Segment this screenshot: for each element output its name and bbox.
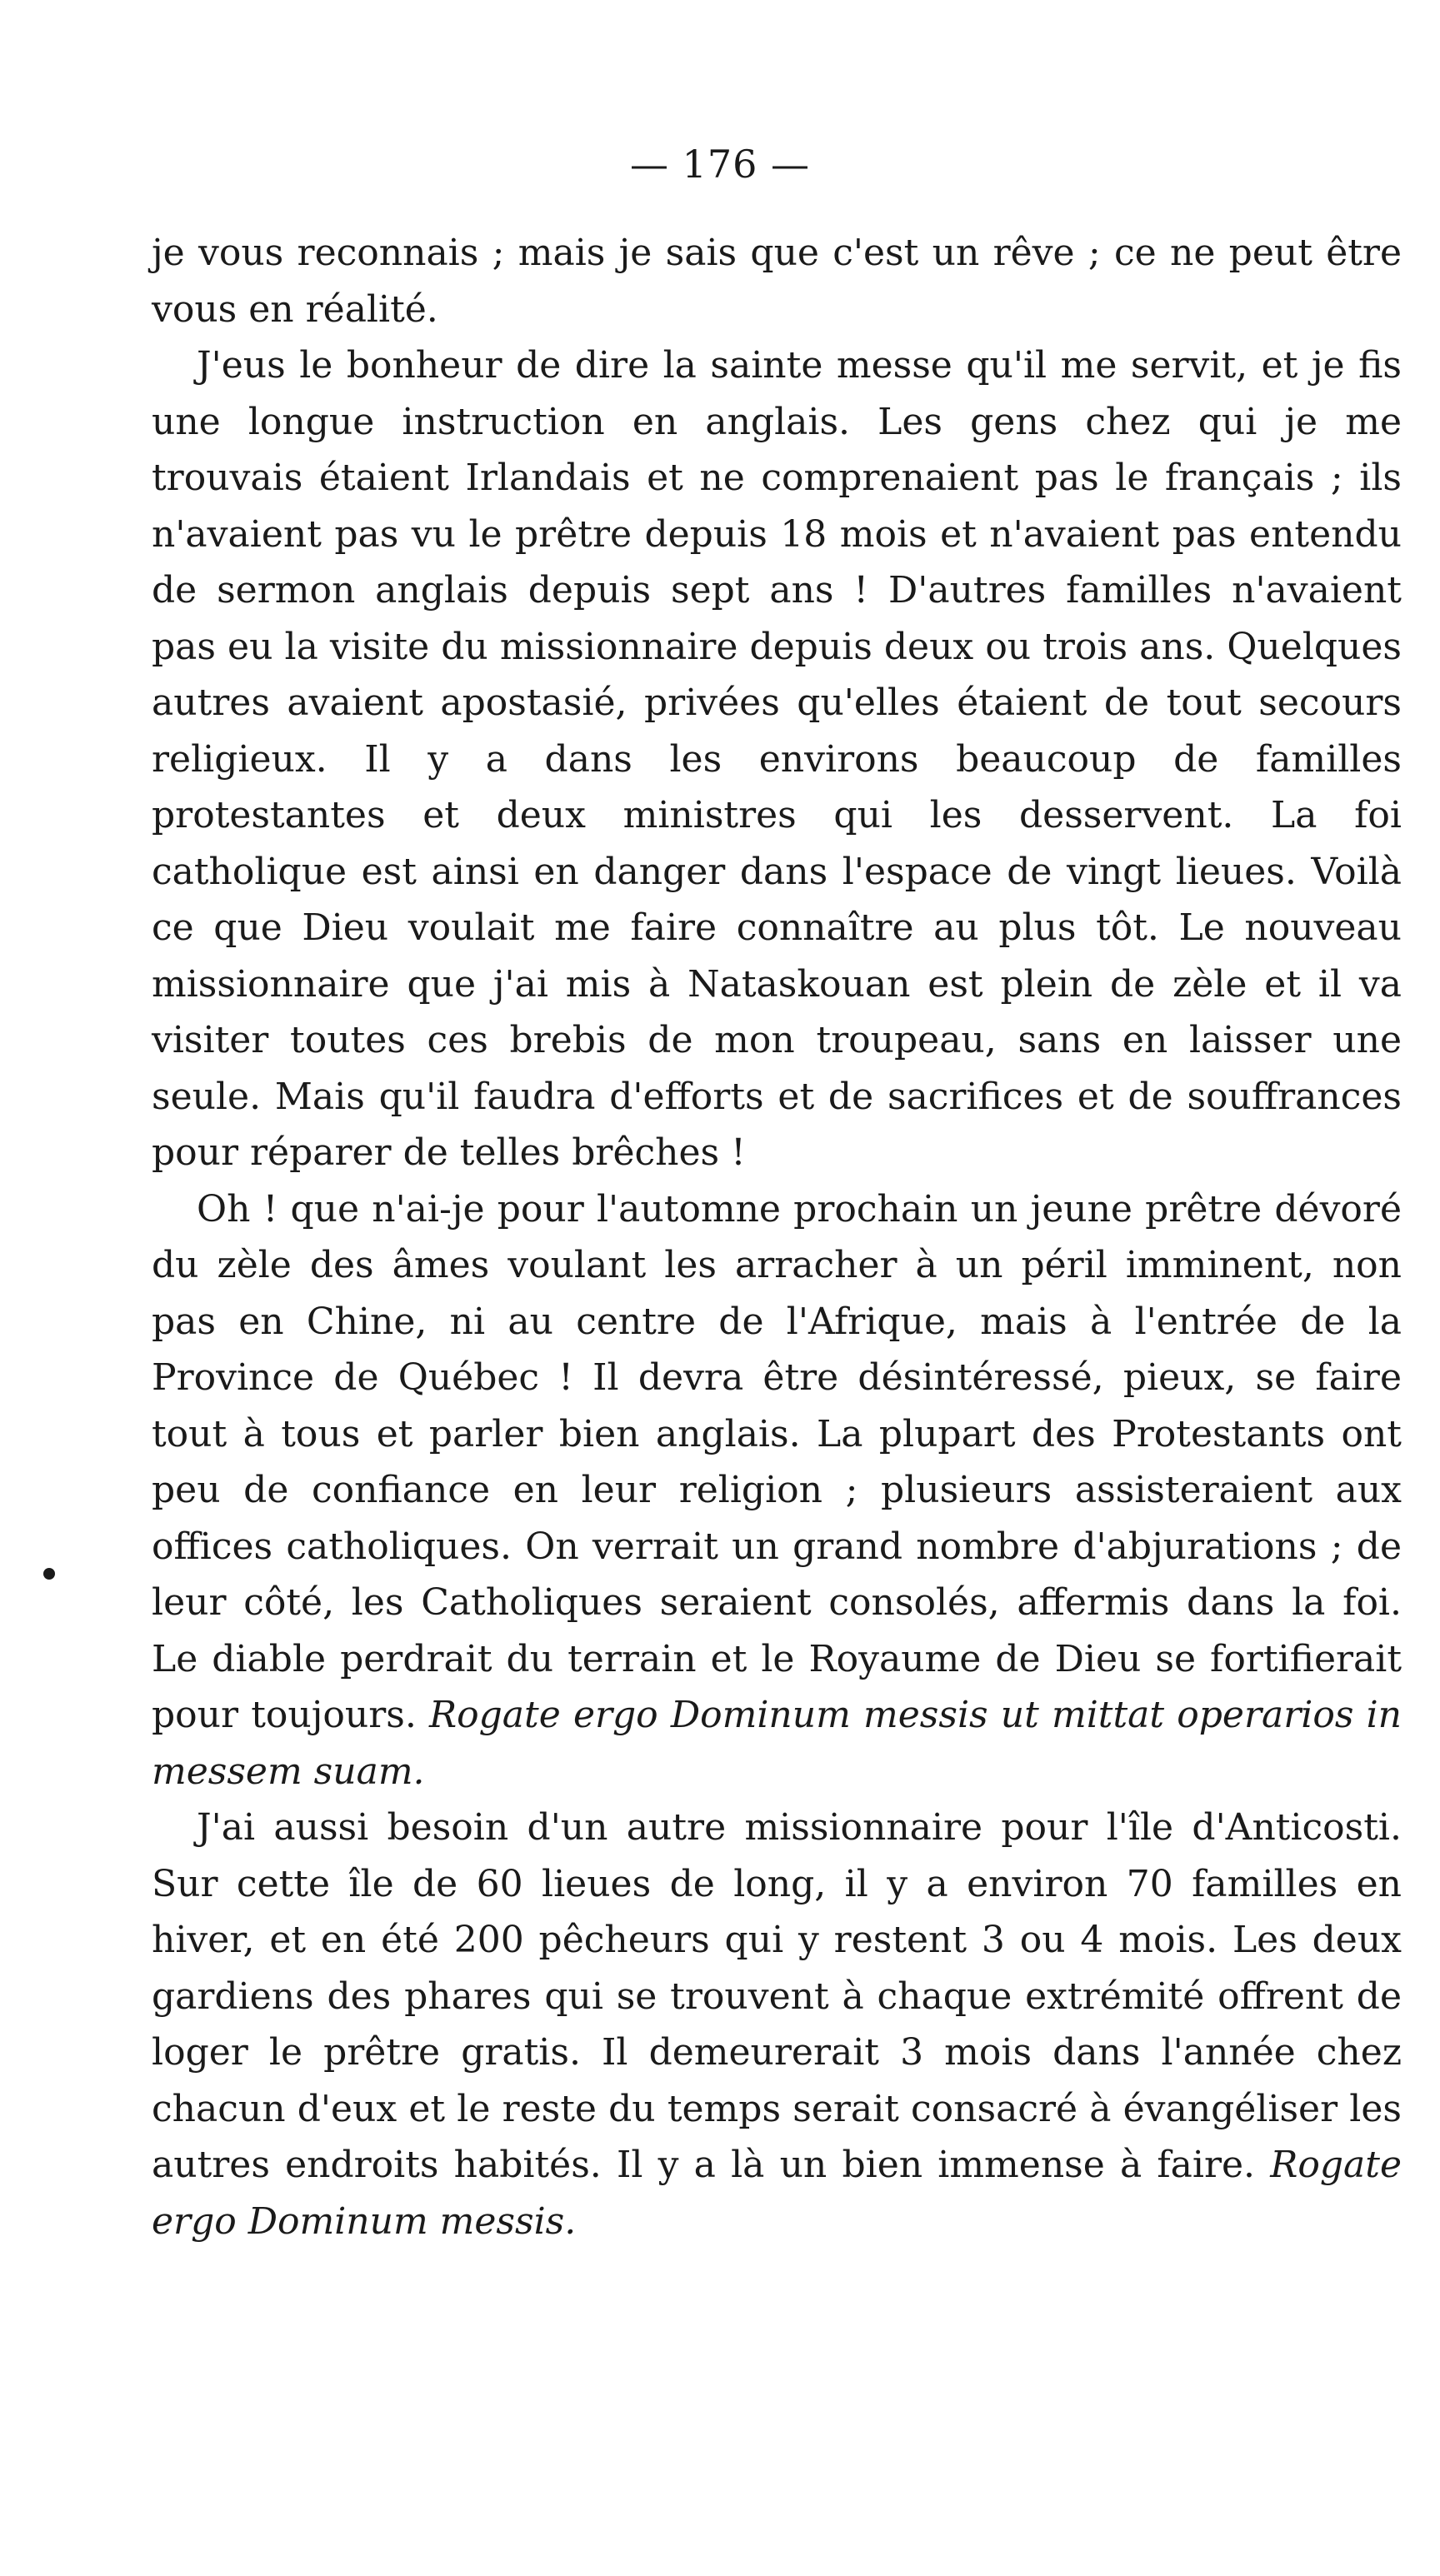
paragraph-1-text: je vous reconnais ; mais je sais que c'est un rêve ; ce ne peut être vous en réalité. — [152, 232, 1402, 331]
body-text — [152, 225, 1402, 2249]
paragraph-2 — [152, 337, 1402, 1181]
paragraph-1 — [152, 225, 1402, 337]
paragraph-4-text: J'ai aussi besoin d'un autre missionnaire pour l'île d'Anticosti. Sur cette île de 60 lieues de long, il y a environ 70 familles en hiver, et en été 200 pêcheurs qui y restent 3 ou 4 mois. Les deux gardiens des phares qui se trouvent à chaque extrémité offrent de loger le prêtre gratis. Il demeurerait 3 mois dans l'année chez chacun d'eux et le reste du temps serait consacré à évangéliser les autres endroits habités. Il y a là un bien immense à faire. — [152, 1806, 1402, 2186]
paragraph-2-text: J'eus le bonheur de dire la sainte messe qu'il me servit, et je fis une longue instruction en anglais. Les gens chez qui je me trouvais étaient Irlandais et ne comprenaient pas le français ; ils n'avaient pas vu le prêtre depuis 18 mois et n'avaient pas entendu de sermon anglais depuis sept ans ! D'autres familles n'avaient pas eu la visite du missionnaire depuis deux ou trois ans. Quelques autres avaient apostasié, privées qu'elles étaient de tout secours religieux. Il y a dans les environs beaucoup de familles protestantes et deux ministres qui les desservent. La foi catholique est ainsi en danger dans l'espace de vingt lieues. Voilà ce que Dieu voulait me faire connaître au plus tôt. Le nouveau missionnaire que j'ai mis à Nataskouan est plein de zèle et il va visiter toutes ces brebis de mon troupeau, sans en laisser une seule. Mais qu'il faudra d'efforts et de sacrifices et de souffrances pour réparer de telles brêches ! — [152, 344, 1402, 1174]
margin-ink-dot — [43, 1568, 55, 1580]
paragraph-3-latin-quote: Rogate ergo Dominum messis ut mittat operarios in messem suam. — [152, 1694, 1402, 1793]
paragraph-4-latin-quote: Rogate ergo Dominum messis. — [152, 2144, 1402, 2243]
page-number: — 176 — — [629, 142, 811, 187]
paragraph-4 — [152, 1800, 1402, 2249]
paragraph-3 — [152, 1181, 1402, 1800]
paragraph-3-text: Oh ! que n'ai-je pour l'automne prochain un jeune prêtre dévoré du zèle des âmes voulant les arracher à un péril imminent, non pas en Chine, ni au centre de l'Afrique, mais à l'entrée de la Province de Québec ! Il devra être désintéressé, pieux, se faire tout à tous et parler bien anglais. La plupart des Protestants ont peu de confiance en leur religion ; plusieurs assisteraient aux offices catholiques. On verrait un grand nombre d'abjurations ; de leur côté, les Catholiques seraient consolés, affermis dans la foi. Le diable perdrait du terrain et le Royaume de Dieu se fortifierait pour toujours. — [152, 1187, 1402, 1736]
